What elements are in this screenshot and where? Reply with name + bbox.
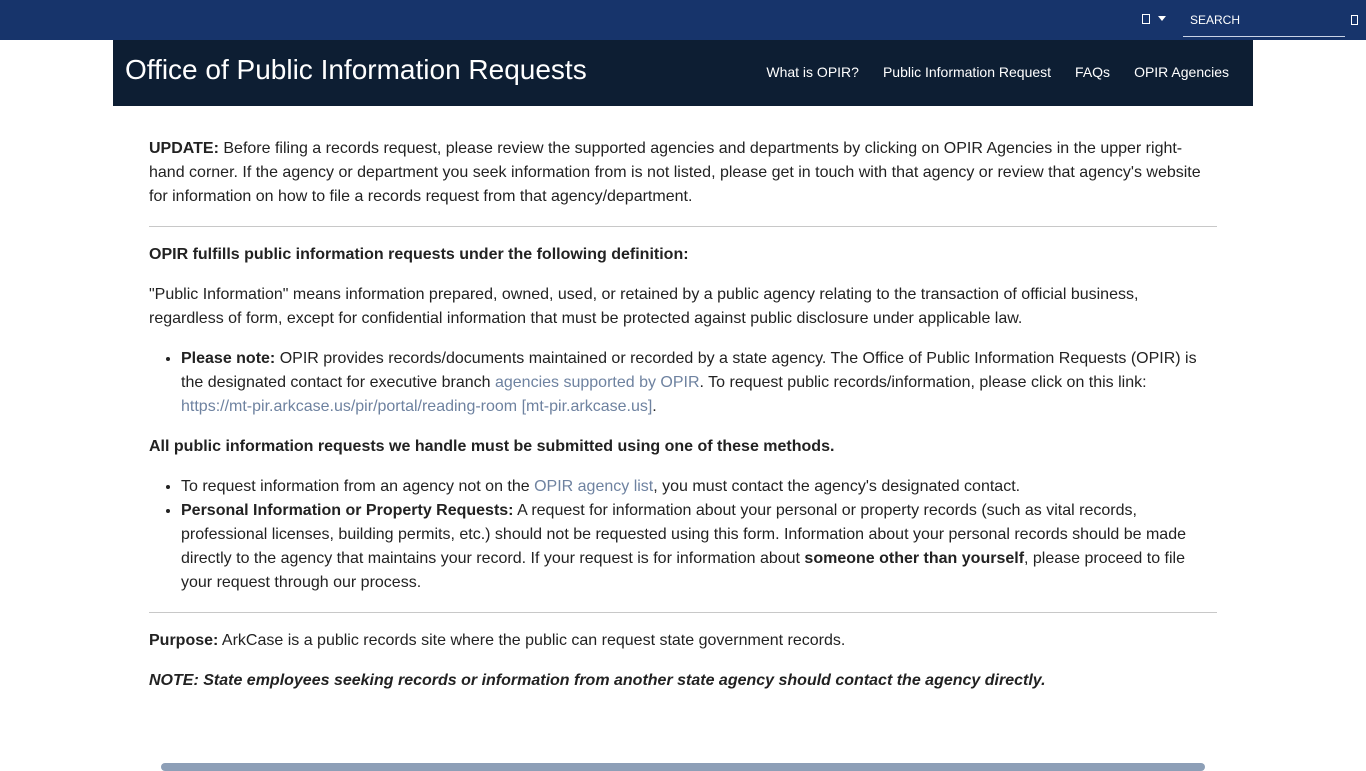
nav-opir-agencies[interactable]: OPIR Agencies: [1134, 64, 1229, 80]
nav-faqs[interactable]: FAQs: [1075, 64, 1111, 80]
opir-agency-list-link[interactable]: OPIR agency list: [534, 478, 654, 495]
search-icon[interactable]: [1351, 15, 1358, 25]
main-content: [149, 137, 1217, 693]
note-text-3: .: [652, 398, 657, 415]
final-note-text: NOTE: State employees seeking records or information from another state agency should contact the agency directly.: [149, 672, 1046, 689]
nav-what-is-opir[interactable]: What is OPIR?: [766, 64, 859, 80]
methods-list: [149, 475, 1217, 595]
personal-requests-label: Personal Information or Property Requests:: [181, 502, 514, 519]
final-note: [149, 669, 1217, 693]
methods-heading-text: All public information requests we handle must be submitted using one of these methods.: [149, 438, 835, 455]
note-text: OPIR provides records/documents maintained or recorded by a state agency. The Office of Public Information Requests (OPIR) is the designated contact for executive branch: [181, 350, 1197, 391]
note-text-2: . To request public records/information, please click on this link:: [699, 374, 1147, 391]
globe-icon: [1142, 14, 1150, 24]
update-text: Before filing a records request, please review the supported agencies and departments by clicking on OPIR Agencies in the upper right-hand corner. If the agency or department you seek information from is not listed, please get in touch with that agency or review that agency's website for information on how to file a records request from that agency/department.: [149, 140, 1201, 205]
search-box: [1183, 6, 1345, 37]
method-text: To request information from an agency not on the: [181, 478, 535, 495]
definition-heading-text: OPIR fulfills public information requests under the following definition:: [149, 246, 689, 263]
chevron-down-icon: [1158, 16, 1166, 21]
note-label: Please note:: [181, 350, 276, 367]
someone-other-emphasis: someone other than yourself: [804, 550, 1025, 567]
main-nav: [766, 64, 1229, 80]
personal-requests-text: A request for information about your personal or property records (such as vital records, professional licenses, building permits, etc.) should not be requested using this form. Information about your personal records should be made directly to the agency that maintains your record. If your request is for information about: [181, 502, 1186, 567]
divider: [149, 226, 1217, 227]
divider: [149, 612, 1217, 613]
methods-heading: [149, 435, 1217, 459]
list-item: [181, 475, 1217, 499]
update-label: UPDATE:: [149, 140, 219, 157]
update-paragraph: [149, 137, 1217, 209]
reading-room-link[interactable]: https://mt-pir.arkcase.us/pir/portal/reading-room [mt-pir.arkcase.us]: [181, 398, 653, 415]
definition-heading: [149, 243, 1217, 267]
note-list: [149, 347, 1217, 419]
method-text-2: , you must contact the agency's designated contact.: [653, 478, 1021, 495]
footer-panel-edge: [161, 763, 1205, 771]
search-input[interactable]: [1183, 6, 1333, 34]
agencies-supported-link[interactable]: agencies supported by OPIR: [494, 374, 700, 391]
site-title[interactable]: Office of Public Information Requests: [125, 54, 587, 85]
list-item: [181, 499, 1217, 595]
language-dropdown[interactable]: [1140, 10, 1170, 30]
personal-requests-text-2: , please proceed to file your request through our process.: [181, 550, 1186, 591]
purpose-label: Purpose:: [149, 632, 219, 649]
purpose-text: ArkCase is a public records site where the public can request state government records.: [218, 632, 846, 649]
top-utility-bar: [0, 0, 1366, 40]
definition-text: "Public Information" means information prepared, owned, used, or retained by a public agency relating to the transaction of official business, regardless of form, except for confidential information that must be protected against public disclosure under applicable law.: [149, 286, 1139, 327]
nav-public-information-request[interactable]: Public Information Request: [882, 64, 1052, 80]
purpose-paragraph: [149, 629, 1217, 653]
site-header: [113, 40, 1253, 106]
list-item: [181, 347, 1217, 419]
